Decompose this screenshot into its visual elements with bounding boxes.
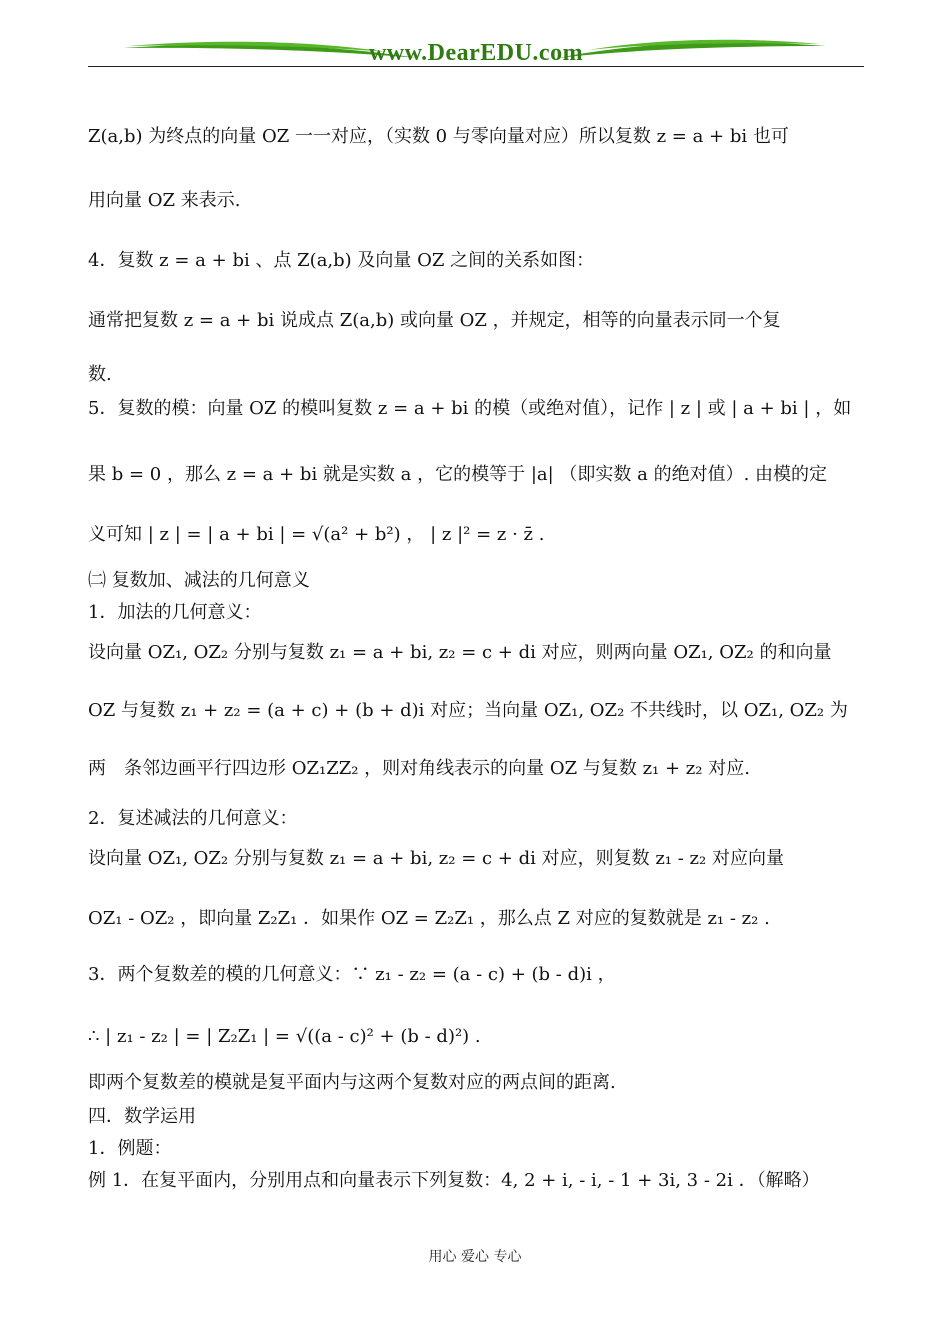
- text-line: 设向量 OZ₁, OZ₂ 分别与复数 z₁ = a + bi, z₂ = c + di 对应，则两向量 OZ₁, OZ₂ 的和向量: [88, 642, 832, 663]
- site-header: [88, 36, 864, 70]
- text-line: 1．例题：: [88, 1138, 172, 1159]
- text-line: 数.: [88, 364, 112, 385]
- text-line: OZ₁ - OZ₂ ，即向量 Z₂Z₁ ．如果作 OZ = Z₂Z₁ ，那么点 Z 对应的复数就是 z₁ - z₂ .: [88, 908, 770, 929]
- page-footer: 用心 爱心 专心: [428, 1249, 522, 1265]
- text-line: Z(a,b) 为终点的向量 OZ 一一对应，（实数 0 与零向量对应）所以复数 z = a + bi 也可: [88, 126, 789, 147]
- header-divider: [88, 66, 864, 67]
- text-line: 2．复述减法的几何意义：: [88, 808, 298, 829]
- text-line: 5．复数的模：向量 OZ 的模叫复数 z = a + bi 的模（或绝对值），记作 | z | 或 | a + bi | ，如: [88, 398, 852, 419]
- section-heading: 四．数学运用: [88, 1106, 196, 1127]
- text-line: 4．复数 z = a + bi 、点 Z(a,b) 及向量 OZ 之间的关系如图：: [88, 250, 595, 271]
- text-line: 1．加法的几何意义：: [88, 602, 262, 623]
- text-line: 3．两个复数差的模的几何意义：∵ z₁ - z₂ = (a - c) + (b - d)i ，: [88, 964, 616, 985]
- text-line: 通常把复数 z = a + bi 说成点 Z(a,b) 或向量 OZ ，并规定，相等的向量表示同一个复: [88, 310, 781, 331]
- section-heading: ㈡ 复数加、减法的几何意义: [88, 570, 310, 591]
- text-line: 即两个复数差的模就是复平面内与这两个复数对应的两点间的距离.: [88, 1072, 616, 1093]
- text-line: 设向量 OZ₁, OZ₂ 分别与复数 z₁ = a + bi, z₂ = c + di 对应，则复数 z₁ - z₂ 对应向量: [88, 848, 784, 869]
- site-brand[interactable]: www.DearEDU.com: [368, 40, 584, 66]
- text-line: 例 1．在复平面内，分别用点和向量表示下列复数：4, 2 + i, - i, - 1 + 3i, 3 - 2i ．（解略）: [88, 1170, 820, 1191]
- text-line: ∴ | z₁ - z₂ | = | Z₂Z₁ | = √((a - c)² + (b - d)²) .: [88, 1026, 481, 1047]
- text-line: OZ 与复数 z₁ + z₂ = (a + c) + (b + d)i 对应；当向量 OZ₁, OZ₂ 不共线时，以 OZ₁, OZ₂ 为: [88, 700, 848, 721]
- text-line: 果 b = 0 ，那么 z = a + bi 就是实数 a ，它的模等于 |a| （即实数 a 的绝对值）. 由模的定: [88, 464, 828, 485]
- text-line: 两 条邻边画平行四边形 OZ₁ZZ₂ ，则对角线表示的向量 OZ 与复数 z₁ + z₂ 对应.: [88, 758, 750, 779]
- text-line: 义可知 | z | = | a + bi | = √(a² + b²) ， | z |² = z · z̄ .: [88, 524, 545, 545]
- text-line: 用向量 OZ 来表示.: [88, 190, 241, 211]
